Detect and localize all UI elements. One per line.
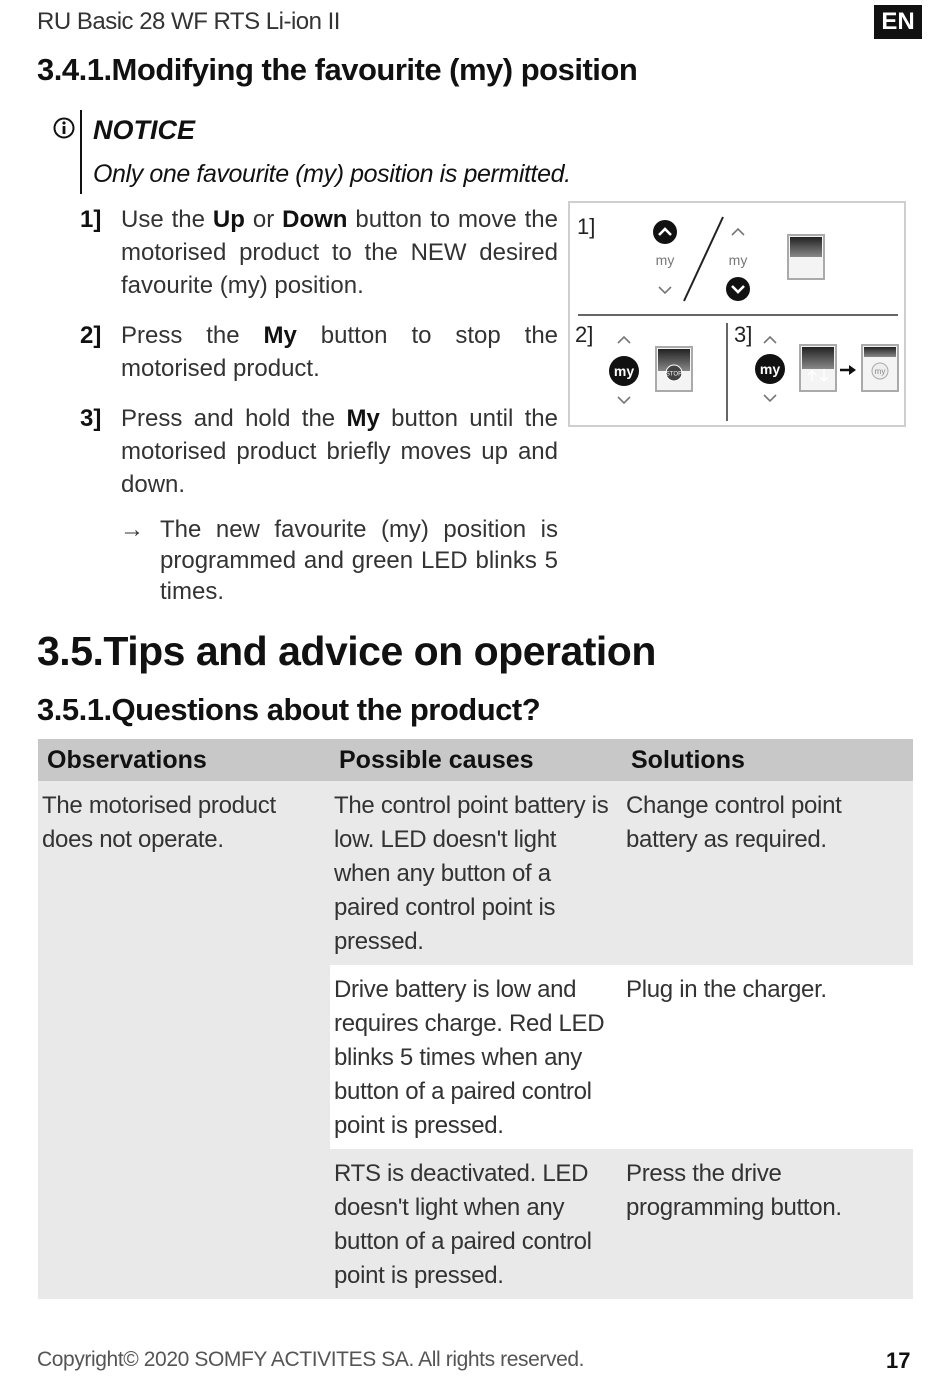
chevron-up-icon bbox=[618, 337, 630, 343]
blind-my-position-icon bbox=[862, 345, 898, 391]
language-badge: EN bbox=[874, 5, 922, 39]
page-number: 17 bbox=[886, 1348, 911, 1373]
step-result bbox=[120, 514, 558, 607]
procedure-illustration bbox=[568, 201, 906, 427]
cause-cell: The control point battery is low. LED doesn't light when any button of a paired control point is pressed. bbox=[330, 781, 622, 965]
chevron-down-icon bbox=[618, 397, 630, 403]
cause-cell: RTS is deactivated. LED doesn't light when any button of a paired control point is pressed. bbox=[330, 1149, 622, 1299]
troubleshooting-table bbox=[38, 739, 913, 1299]
step-number: 2] bbox=[80, 322, 102, 349]
procedure-illustration-svg bbox=[570, 203, 904, 425]
table-header-row bbox=[38, 739, 913, 781]
column-header: Possible causes bbox=[330, 739, 622, 781]
svg-text:my: my bbox=[874, 367, 886, 376]
notice-text: Only one favourite (my) position is permitted. bbox=[93, 160, 571, 188]
step-1: 1] Use the Up or Down button to move the motorised product to the NEW desired favourite (my) position. bbox=[80, 203, 558, 302]
svg-text:my: my bbox=[613, 363, 635, 379]
solution-cell: Change control point battery as required. bbox=[622, 781, 913, 965]
svg-text:STOP: STOP bbox=[665, 371, 683, 378]
my-label: my bbox=[728, 252, 748, 268]
section-heading-3-4-1: 3.4.1.Modifying the favourite (my) position bbox=[37, 52, 638, 87]
step-number: 1] bbox=[80, 206, 102, 233]
blind-moving-icon bbox=[800, 345, 836, 391]
solution-cell: Press the drive programming button. bbox=[622, 1149, 913, 1299]
svg-text:my: my bbox=[759, 361, 781, 377]
my-button-icon bbox=[609, 356, 639, 386]
step-2: 2] Press the My button to stop the motorised product. bbox=[80, 319, 558, 385]
info-icon bbox=[53, 117, 75, 139]
notice-title: NOTICE bbox=[93, 115, 196, 145]
blind-stop-icon bbox=[656, 347, 692, 391]
section-heading-3-5-1: 3.5.1.Questions about the product? bbox=[37, 692, 541, 727]
arrow-right-icon: → bbox=[120, 516, 144, 543]
column-header: Observations bbox=[38, 739, 330, 781]
my-button-icon bbox=[755, 354, 785, 384]
divider-slash bbox=[684, 217, 723, 301]
chevron-down-icon bbox=[764, 395, 776, 401]
column-header: Solutions bbox=[622, 739, 913, 781]
chevron-down-icon bbox=[659, 287, 671, 293]
panel-2-label: 2] bbox=[575, 322, 594, 347]
blind-icon bbox=[788, 235, 824, 279]
up-button-icon bbox=[653, 220, 677, 244]
copyright-text: Copyright© 2020 SOMFY ACTIVITES SA. All rights reserved. bbox=[37, 1348, 585, 1371]
section-heading-3-5: 3.5.Tips and advice on operation bbox=[37, 628, 656, 674]
panel-3-label: 3] bbox=[734, 322, 753, 347]
cause-cell: Drive battery is low and requires charge. Red LED blinks 5 times when any button of a paired control point is pressed. bbox=[330, 965, 622, 1149]
my-label: my bbox=[655, 252, 675, 268]
chevron-up-icon bbox=[732, 229, 744, 235]
result-text: The new favourite (my) position is programmed and green LED blinks 5 times. bbox=[160, 516, 558, 605]
solution-cell: Plug in the charger. bbox=[622, 965, 913, 1149]
panel-1-label: 1] bbox=[577, 214, 596, 239]
observation-cell: The motorised product does not operate. bbox=[38, 781, 330, 1299]
notice-divider bbox=[80, 110, 82, 194]
down-button-icon bbox=[726, 277, 750, 301]
document-title: RU Basic 28 WF RTS Li-ion II bbox=[37, 8, 340, 35]
step-3: 3] Press and hold the My button until the motorised product briefly moves up and down. bbox=[80, 402, 558, 501]
table-row bbox=[38, 781, 913, 965]
chevron-up-icon bbox=[764, 337, 776, 343]
step-number: 3] bbox=[80, 405, 102, 432]
